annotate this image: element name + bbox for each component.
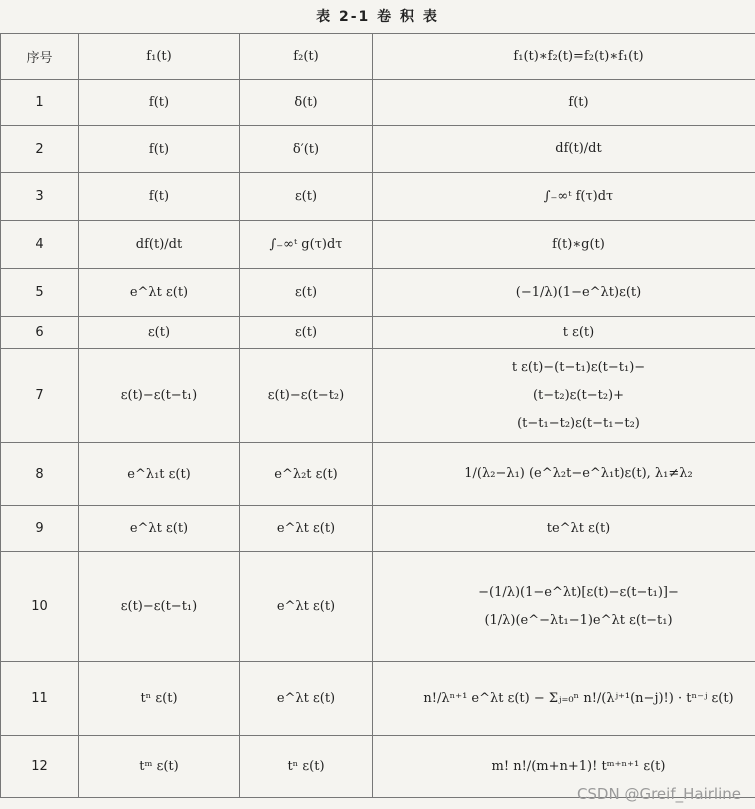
- f2-cell: e^λt ε(t): [240, 506, 373, 552]
- table-row: [1, 317, 755, 349]
- result-cell: [373, 349, 755, 443]
- f1-cell: tᵐ ε(t): [79, 736, 240, 798]
- result-cell: [373, 317, 755, 349]
- result-line: (t−t₁−t₂)ε(t−t₁−t₂): [517, 415, 640, 431]
- row-number-cell: 1: [1, 80, 79, 126]
- header-row: [1, 34, 755, 80]
- result-cell: [373, 80, 755, 126]
- header-f2: f₂(t): [240, 34, 373, 80]
- table-row: [1, 221, 755, 269]
- table-title: 表 2-1 卷 积 表: [316, 9, 439, 25]
- row-number-cell: 10: [1, 552, 79, 662]
- table-row: [1, 126, 755, 173]
- table-row: [1, 552, 755, 662]
- table-row: [1, 349, 755, 443]
- header-result: f₁(t)∗f₂(t)=f₂(t)∗f₁(t): [373, 34, 755, 80]
- result-line: ∫₋∞ᵗ f(τ)dτ: [543, 188, 614, 204]
- result-line: te^λt ε(t): [546, 520, 611, 536]
- result-line: (1/λ)(e^−λt₁−1)e^λt ε(t−t₁): [484, 612, 673, 628]
- table-row: [1, 662, 755, 736]
- row-number-cell: 6: [1, 317, 79, 349]
- f1-cell: f(t): [79, 126, 240, 173]
- row-number-cell: 4: [1, 221, 79, 269]
- f1-cell: ε(t): [79, 317, 240, 349]
- result-line: m! n!/(m+n+1)! tᵐ⁺ⁿ⁺¹ ε(t): [491, 758, 666, 774]
- result-cell: [373, 221, 755, 269]
- f2-cell: ε(t)−ε(t−t₂): [240, 349, 373, 443]
- result-cell: [373, 506, 755, 552]
- result-cell: [373, 126, 755, 173]
- result-line: f(t)∗g(t): [552, 236, 605, 252]
- f1-cell: f(t): [79, 173, 240, 221]
- watermark: CSDN @Greif_Hairline: [576, 785, 741, 803]
- result-cell: [373, 173, 755, 221]
- f2-cell: ∫₋∞ᵗ g(τ)dτ: [240, 221, 373, 269]
- result-line: (t−t₂)ε(t−t₂)+: [532, 387, 625, 403]
- table-row: [1, 80, 755, 126]
- row-number-cell: 8: [1, 443, 79, 506]
- f2-cell: ε(t): [240, 269, 373, 317]
- result-line: −(1/λ)(1−e^λt)[ε(t)−ε(t−t₁)]−: [478, 584, 679, 600]
- result-line: 1/(λ₂−λ₁) (e^λ₂t−e^λ₁t)ε(t), λ₁≠λ₂: [464, 466, 693, 481]
- result-cell: [373, 443, 755, 506]
- result-line: f(t): [568, 94, 589, 110]
- f1-cell: e^λt ε(t): [79, 506, 240, 552]
- f2-cell: e^λt ε(t): [240, 552, 373, 662]
- f2-cell: e^λ₂t ε(t): [240, 443, 373, 506]
- f2-cell: ε(t): [240, 173, 373, 221]
- row-number-cell: 9: [1, 506, 79, 552]
- table-row: [1, 269, 755, 317]
- f1-cell: ε(t)−ε(t−t₁): [79, 349, 240, 443]
- result-line: t ε(t): [562, 324, 595, 340]
- result-line: n!/λⁿ⁺¹ e^λt ε(t) − Σⱼ₌₀ⁿ n!/(λʲ⁺¹(n−j)!) · tⁿ⁻ʲ ε(t): [423, 690, 734, 706]
- row-number-cell: 7: [1, 349, 79, 443]
- f2-cell: tⁿ ε(t): [240, 736, 373, 798]
- table-row: [1, 173, 755, 221]
- result-cell: [373, 662, 755, 736]
- header-no: 序号: [1, 34, 79, 80]
- row-number-cell: 12: [1, 736, 79, 798]
- row-number-cell: 2: [1, 126, 79, 173]
- result-cell: [373, 269, 755, 317]
- f1-cell: ε(t)−ε(t−t₁): [79, 552, 240, 662]
- result-cell: [373, 552, 755, 662]
- f1-cell: e^λ₁t ε(t): [79, 443, 240, 506]
- convolution-table: [0, 33, 755, 798]
- row-number-cell: 11: [1, 662, 79, 736]
- result-line: df(t)/dt: [555, 141, 602, 156]
- f2-cell: e^λt ε(t): [240, 662, 373, 736]
- f1-cell: e^λt ε(t): [79, 269, 240, 317]
- result-line: (−1/λ)(1−e^λt)ε(t): [515, 284, 642, 300]
- table-row: [1, 506, 755, 552]
- f2-cell: ε(t): [240, 317, 373, 349]
- f2-cell: δ(t): [240, 80, 373, 126]
- row-number-cell: 3: [1, 173, 79, 221]
- f1-cell: f(t): [79, 80, 240, 126]
- result-line: t ε(t)−(t−t₁)ε(t−t₁)−: [511, 359, 646, 375]
- header-f1: f₁(t): [79, 34, 240, 80]
- table-row: [1, 443, 755, 506]
- f1-cell: df(t)/dt: [79, 221, 240, 269]
- f2-cell: δ′(t): [240, 126, 373, 173]
- row-number-cell: 5: [1, 269, 79, 317]
- f1-cell: tⁿ ε(t): [79, 662, 240, 736]
